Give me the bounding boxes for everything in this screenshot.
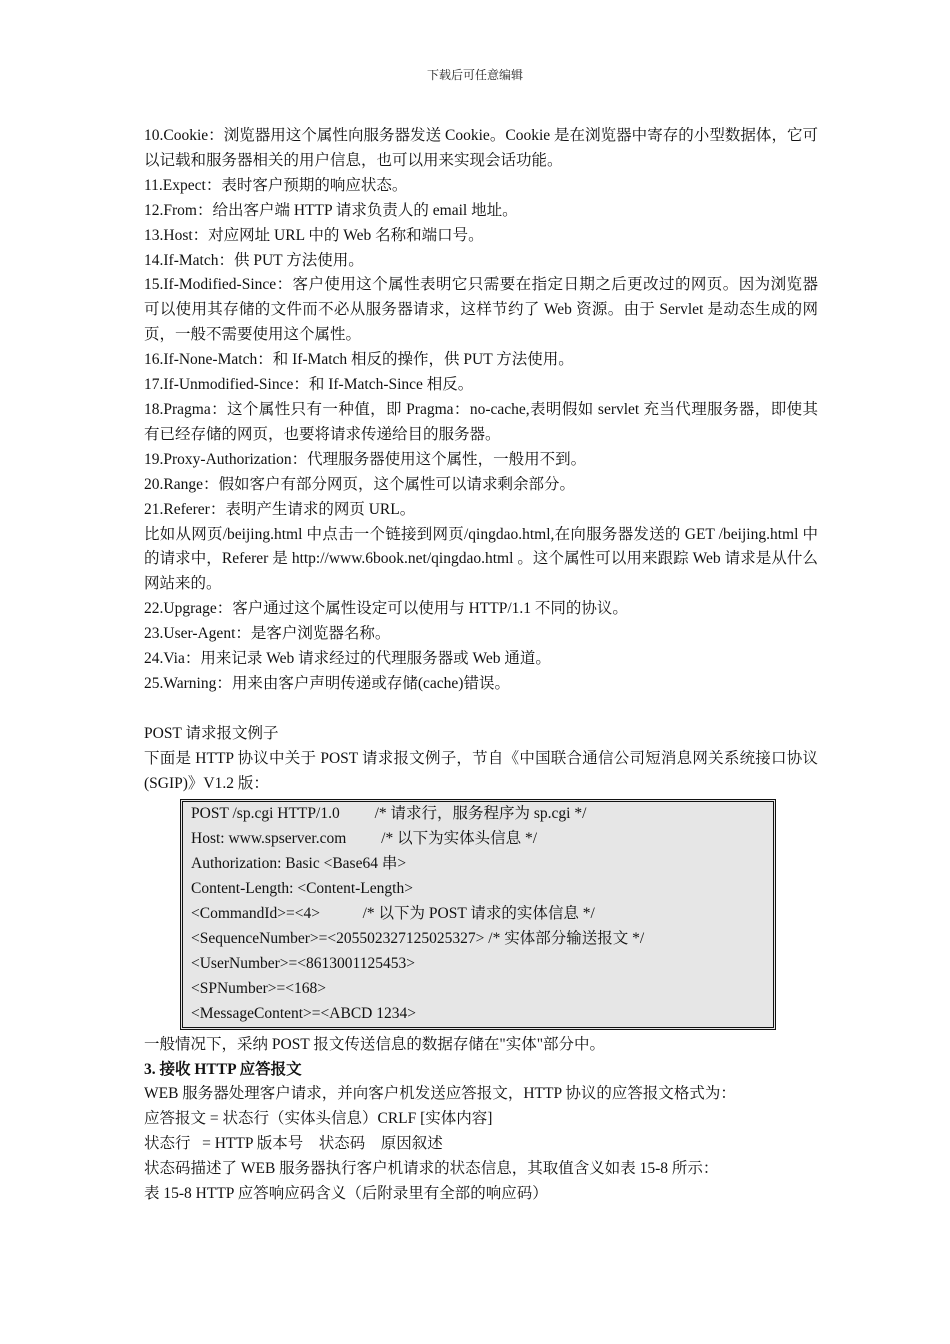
paragraph-if-none-match: 16.If-None-Match：和 If-Match 相反的操作，供 PUT 方法使用。 [144, 351, 574, 369]
paragraph-if-match: 14.If-Match：供 PUT 方法使用。 [144, 251, 364, 269]
paragraph-via: 24.Via：用来记录 Web 请求经过的代理服务器或 Web 通道。 [144, 650, 551, 668]
paragraph-if-unmodified-since: 17.If-Unmodified-Since：和 If-Match-Since 相反。 [144, 376, 474, 394]
paragraph-from: 12.From：给出客户端 HTTP 请求负责人的 email 地址。 [144, 201, 518, 219]
paragraph-proxy-authorization: 19.Proxy-Authorization：代理服务器使用这个属性，一般用不到。 [144, 450, 587, 468]
paragraph-warning: 25.Warning：用来由客户声明传递或存储(cache)错误。 [144, 674, 510, 692]
paragraph-expect: 11.Expect：表时客户预期的响应状态。 [144, 176, 408, 194]
response-line: 状态码描述了 WEB 服务器执行客户机请求的状态信息，其取值含义如表 15-8 所示： [144, 1160, 719, 1178]
code-line: <CommandId>=<4> /* 以下为 POST 请求的实体信息 */ [191, 905, 595, 923]
table-caption: 表 15-8 HTTP 应答响应码含义（后附录里有全部的响应码） [144, 1185, 548, 1203]
paragraph-range: 20.Range：假如客户有部分网页，这个属性可以请求剩余部分。 [144, 475, 575, 493]
page-header: 下载后可任意编辑 [426, 68, 523, 82]
code-line: Host: www.spserver.com /* 以下为实体头信息 */ [191, 830, 538, 848]
code-line: <SequenceNumber>=<205502327125025327> /* 实体部分输送报文 */ [191, 929, 645, 947]
post-request-code-box [180, 799, 776, 1029]
paragraph-pragma: 18.Pragma：这个属性只有一种值，即 Pragma：no-cache,表明假如 servlet 充当代理服务器，即使其有已经存储的网页，也要将请求传递给目的服务器。 [144, 400, 818, 443]
paragraph-if-modified-since: 15.If-Modified-Since：客户使用这个属性表明它只需要在指定日期之后更改过的网页。因为浏览器可以使用其存储的文件而不必从服务器请求，这样节约了 Web 资源。由于 Servlet 是动态生成的网页，一般不需要使用这个属性。 [144, 276, 818, 344]
blank-line [144, 697, 818, 722]
document-body [144, 124, 818, 1207]
paragraph-referer-example: 比如从网页/beijing.html 中点击一个链接到网页/qingdao.html,在向服务器发送的 GET /beijing.html 中的请求中，Referer 是 http://www.6book.net/qingdao.html 。这个属性可以用来跟踪 Web 请求是从什么网站来的。 [144, 525, 818, 593]
paragraph-referer: 21.Referer：表明产生请求的网页 URL。 [144, 500, 416, 518]
paragraph-upgrade: 22.Upgrage：客户通过这个属性设定可以使用与 HTTP/1.1 不同的协议。 [144, 600, 628, 618]
code-line: Content-Length: <Content-Length> [191, 880, 413, 898]
code-line: <MessageContent>=<ABCD 1234> [191, 1004, 416, 1022]
response-line: WEB 服务器处理客户请求，并向客户机发送应答报文，HTTP 协议的应答报文格式为： [144, 1085, 736, 1103]
post-example-note: 一般情况下，采纳 POST 报文传送信息的数据存储在"实体"部分中。 [144, 1035, 606, 1053]
code-line: POST /sp.cgi HTTP/1.0 /* 请求行，服务程序为 sp.cgi */ [191, 805, 587, 823]
response-line: 状态行 = HTTP 版本号 状态码 原因叙述 [144, 1135, 443, 1153]
code-line: <UserNumber>=<8613001125453> [191, 954, 415, 972]
post-example-title: POST 请求报文例子 [144, 724, 279, 742]
paragraph-cookie: 10.Cookie：浏览器用这个属性向服务器发送 Cookie。Cookie 是在浏览器中寄存的小型数据体，它可以记载和服务器相关的用户信息，也可以用来实现会话功能。 [144, 127, 818, 169]
section-heading-http-response: 3. 接收 HTTP 应答报文 [144, 1060, 302, 1078]
paragraph-host: 13.Host：对应网址 URL 中的 Web 名称和端口号。 [144, 226, 484, 244]
code-line: Authorization: Basic <Base64 串> [191, 855, 407, 873]
paragraph-user-agent: 23.User-Agent：是客户浏览器名称。 [144, 625, 391, 643]
code-line: <SPNumber>=<168> [191, 979, 326, 997]
post-example-intro: 下面是 HTTP 协议中关于 POST 请求报文例子，节自《中国联合通信公司短消息网关系统接口协议(SGIP)》V1.2 版： [144, 749, 818, 792]
response-line: 应答报文 = 状态行（实体头信息）CRLF [实体内容] [144, 1110, 493, 1128]
